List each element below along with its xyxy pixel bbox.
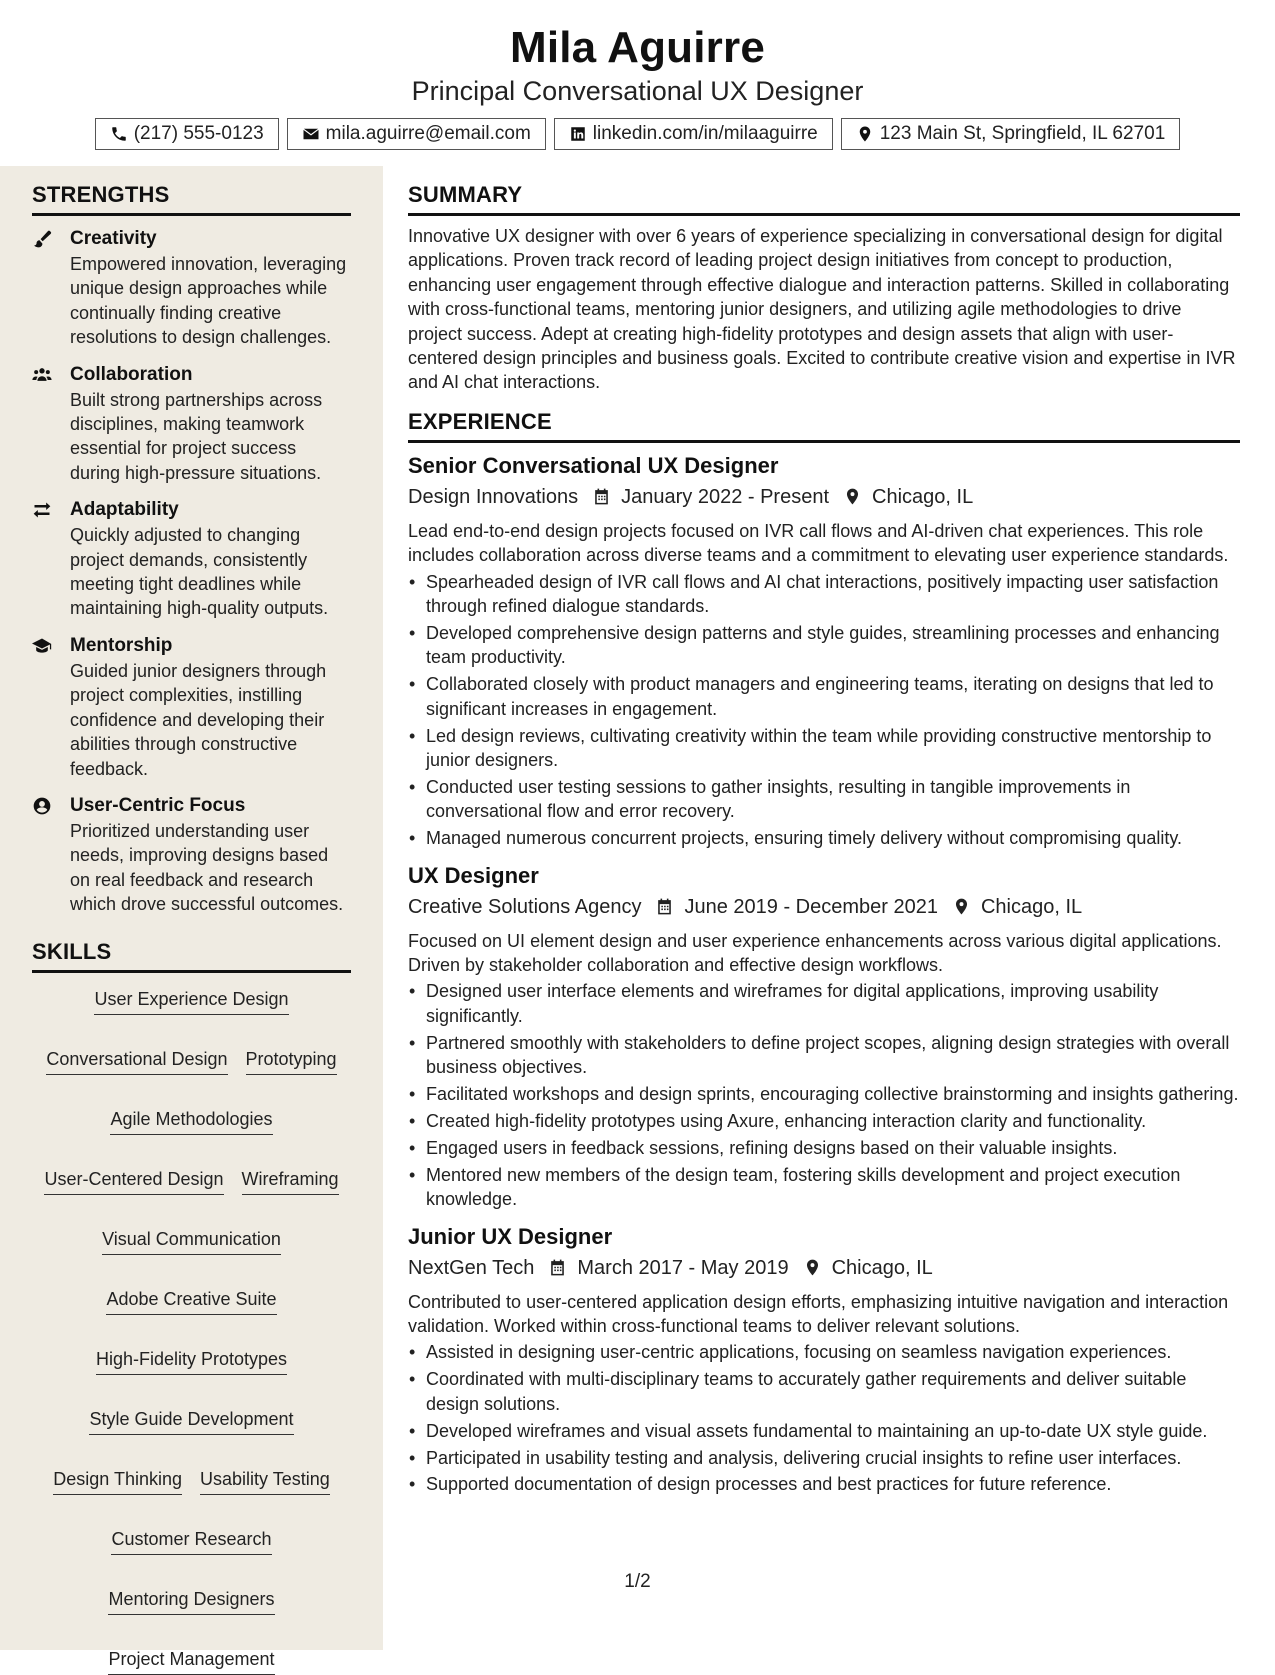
list-item: • Conducted user testing sessions to gather insights, resulting in tangible improvements in conversational flow and error recovery. bbox=[408, 775, 1240, 824]
list-item: • Participated in usability testing and analysis, delivering crucial insights to refine user interfaces. bbox=[408, 1446, 1240, 1470]
skill-tag: Usability Testing bbox=[200, 1467, 330, 1495]
strength-desc: Guided junior designers through project complexities, instilling confidence and developing their abilities through constructive feedback. bbox=[70, 660, 327, 779]
list-item: • Created high-fidelity prototypes using Axure, enhancing interaction clarity and functionality. bbox=[408, 1109, 1240, 1133]
job-location: Chicago, IL bbox=[872, 485, 974, 508]
list-item: • Coordinated with multi-disciplinary teams to accurately gather requirements and deliver suitable design solutions. bbox=[408, 1367, 1240, 1416]
strength-desc: Quickly adjusted to changing project demands, consistently meeting tight deadlines while maintaining high-quality outputs. bbox=[70, 525, 329, 619]
skill-tag: High-Fidelity Prototypes bbox=[96, 1347, 287, 1375]
envelope-icon bbox=[302, 125, 320, 143]
contact-linkedin[interactable] bbox=[554, 118, 833, 150]
job-location: Chicago, IL bbox=[831, 1256, 933, 1279]
strength-name: Mentorship bbox=[70, 634, 173, 656]
list-item: • Developed wireframes and visual assets fundamental to maintaining an up-to-date UX style guide. bbox=[408, 1419, 1240, 1443]
strength-desc: Prioritized understanding user needs, improving designs based on real feedback and research which drove successful outcomes. bbox=[70, 820, 344, 915]
skill-tag: Agile Methodologies bbox=[110, 1107, 272, 1135]
job-location: Chicago, IL bbox=[980, 895, 1083, 918]
skills-heading: SKILLS bbox=[32, 939, 351, 973]
contact-email[interactable] bbox=[287, 118, 546, 150]
summary-heading: SUMMARY bbox=[408, 182, 1240, 216]
job-description: Focused on UI element design and user experience enhancements across various digital applications. Driven by stakeholder collaboration and effective design workflows. bbox=[408, 930, 1222, 976]
contact-bar bbox=[0, 118, 1275, 150]
map-pin-icon bbox=[856, 125, 874, 143]
strength-name: User-Centric Focus bbox=[70, 794, 246, 816]
skill-tag: Customer Research bbox=[111, 1527, 271, 1555]
strength-item bbox=[32, 497, 351, 621]
job-dates: March 2017 - May 2019 bbox=[577, 1256, 789, 1279]
map-pin-icon bbox=[803, 1258, 822, 1277]
contact-address-text: 123 Main St, Springfield, IL 62701 bbox=[879, 123, 1166, 144]
strength-item bbox=[32, 633, 351, 781]
skill-tag: Visual Communication bbox=[102, 1227, 281, 1255]
contact-linkedin-text: linkedin.com/in/milaaguirre bbox=[592, 123, 818, 144]
list-item: • Partnered smoothly with stakeholders to define project scopes, aligning design strategies with overall business objectives. bbox=[408, 1031, 1240, 1080]
job-bullets bbox=[408, 1340, 1240, 1496]
list-item: • Developed comprehensive design patterns and style guides, streamlining processes and enhancing team productivity. bbox=[408, 621, 1240, 670]
graduation-cap-icon bbox=[32, 636, 52, 656]
candidate-title: Principal Conversational UX Designer bbox=[411, 76, 864, 106]
contact-phone-text: (217) 555-0123 bbox=[133, 123, 264, 144]
user-circle-icon bbox=[32, 796, 52, 816]
job-entry bbox=[408, 1222, 1240, 1497]
contact-phone[interactable] bbox=[95, 118, 279, 150]
job-title: Junior UX Designer bbox=[408, 1223, 613, 1249]
job-meta bbox=[408, 892, 1240, 922]
users-icon bbox=[32, 365, 52, 385]
list-item: • Supported documentation of design processes and best practices for future reference. bbox=[408, 1472, 1240, 1496]
job-company: Design Innovations bbox=[408, 485, 579, 508]
job-meta bbox=[408, 1253, 1240, 1283]
list-item: • Engaged users in feedback sessions, refining designs based on their valuable insights. bbox=[408, 1136, 1240, 1160]
strength-item bbox=[32, 793, 351, 917]
main-content bbox=[408, 166, 1240, 1507]
skill-tag: Mentoring Designers bbox=[108, 1587, 274, 1615]
strength-desc: Empowered innovation, leveraging unique design approaches while continually finding creative resolutions to design challenges. bbox=[70, 254, 347, 348]
job-meta bbox=[408, 482, 1240, 512]
list-item: • Led design reviews, cultivating creativity within the team while providing constructive mentorship to junior designers. bbox=[408, 724, 1240, 773]
resume-header bbox=[0, 0, 1275, 150]
skill-tag: Wireframing bbox=[242, 1167, 339, 1195]
sidebar bbox=[0, 166, 383, 1669]
job-dates: June 2019 - December 2021 bbox=[684, 895, 938, 918]
summary-text: Innovative UX designer with over 6 years of experience specializing in conversational design for digital applications. Proven track record of leading project design initiatives from concept to production, enhancing user engagement through effective dialogue and interaction patterns. Skilled in collaborating with cross-functional teams, mentoring junior designers, and utilizing agile methodologies to drive project success. Adept at creating high-fidelity prototypes and design assets that align with user-centered design principles and business goals. Excited to contribute creative vision and expertise in IVR and AI chat interactions. bbox=[408, 226, 1236, 393]
job-dates: January 2022 - Present bbox=[621, 485, 830, 508]
strength-item bbox=[32, 362, 351, 486]
map-pin-icon bbox=[952, 897, 971, 916]
job-entry bbox=[408, 451, 1240, 851]
job-bullets bbox=[408, 979, 1240, 1211]
job-company: Creative Solutions Agency bbox=[408, 895, 642, 918]
strength-name: Collaboration bbox=[70, 363, 193, 385]
list-item: • Collaborated closely with product managers and engineering teams, iterating on designs that led to significant increases in engagement. bbox=[408, 672, 1240, 721]
calendar-icon bbox=[655, 897, 674, 916]
page-number: 1/2 bbox=[624, 1571, 651, 1592]
skill-tag: User-Centered Design bbox=[44, 1167, 223, 1195]
skill-tag: Design Thinking bbox=[53, 1467, 182, 1495]
linkedin-icon bbox=[569, 125, 587, 143]
strength-item bbox=[32, 226, 351, 350]
strengths-heading: STRENGTHS bbox=[32, 182, 351, 216]
list-item: • Designed user interface elements and wireframes for digital applications, improving usability significantly. bbox=[408, 979, 1240, 1028]
list-item: • Spearheaded design of IVR call flows and AI chat interactions, positively impacting user satisfaction through refined dialogue standards. bbox=[408, 570, 1240, 619]
contact-email-text: mila.aguirre@email.com bbox=[325, 123, 531, 144]
candidate-name: Mila Aguirre bbox=[509, 23, 766, 72]
skill-tag: User Experience Design bbox=[94, 987, 288, 1015]
strength-name: Creativity bbox=[70, 228, 157, 249]
phone-icon bbox=[110, 125, 128, 143]
calendar-icon bbox=[592, 487, 611, 506]
job-company: NextGen Tech bbox=[408, 1256, 535, 1279]
job-title: Senior Conversational UX Designer bbox=[408, 452, 779, 478]
map-pin-icon bbox=[843, 487, 862, 506]
job-description: Contributed to user-centered application design efforts, emphasizing intuitive navigation and interaction validation. Worked within cross-functional teams to deliver relevant solutions. bbox=[408, 1291, 1229, 1336]
list-item: • Assisted in designing user-centric applications, focusing on seamless navigation experiences. bbox=[408, 1340, 1240, 1364]
contact-address[interactable] bbox=[841, 118, 1181, 150]
job-title: UX Designer bbox=[408, 862, 539, 888]
paintbrush-icon bbox=[32, 229, 52, 249]
skill-tag: Conversational Design bbox=[46, 1047, 227, 1075]
experience-heading: EXPERIENCE bbox=[408, 409, 1240, 443]
job-bullets bbox=[408, 570, 1240, 851]
skill-tag: Adobe Creative Suite bbox=[106, 1287, 276, 1315]
list-item: • Managed numerous concurrent projects, ensuring timely delivery without compromising quality. bbox=[408, 826, 1240, 850]
list-item: • Facilitated workshops and design sprints, encouraging collective brainstorming and insights gathering. bbox=[408, 1082, 1240, 1106]
list-item: • Mentored new members of the design team, fostering skills development and project execution knowledge. bbox=[408, 1163, 1240, 1212]
exchange-arrows-icon bbox=[32, 500, 52, 520]
skill-tag: Project Management bbox=[108, 1647, 274, 1675]
skill-tag: Style Guide Development bbox=[89, 1407, 293, 1435]
job-entry bbox=[408, 861, 1240, 1212]
calendar-icon bbox=[548, 1258, 567, 1277]
strength-name: Adaptability bbox=[70, 499, 179, 521]
skill-tag: Prototyping bbox=[246, 1047, 337, 1075]
job-description: Lead end-to-end design projects focused on IVR call flows and AI-driven chat experiences. This role includes collaboration across diverse teams and a commitment to elevating user experience standards. bbox=[408, 520, 1229, 566]
strength-desc: Built strong partnerships across disciplines, making teamwork essential for project success during high-pressure situations. bbox=[70, 389, 323, 483]
